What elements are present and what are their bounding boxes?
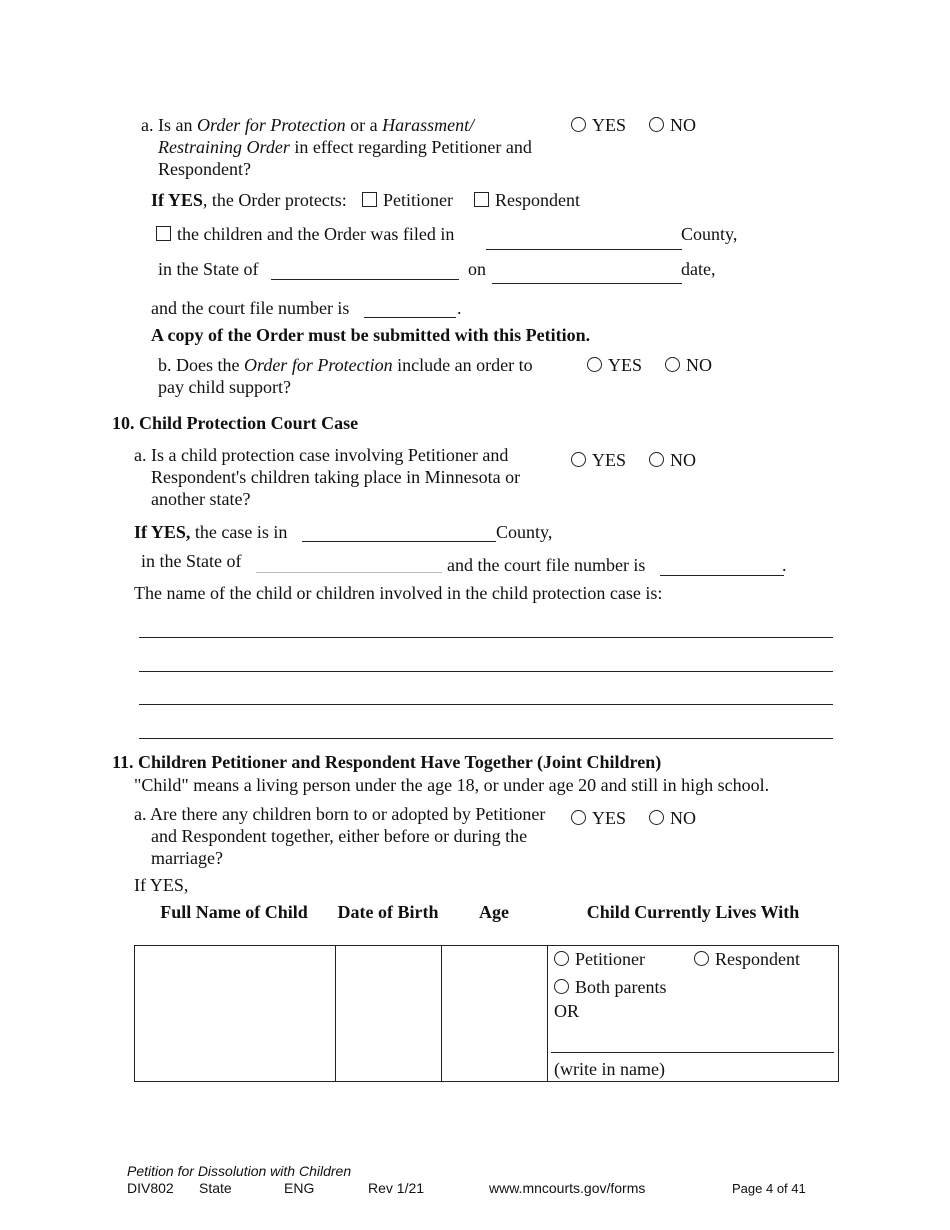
radio-9a-yes[interactable]: YES	[571, 114, 626, 136]
radio-9a-no[interactable]: NO	[649, 114, 696, 136]
cell-age[interactable]	[448, 950, 542, 1076]
question-10a-line2: Respondent's children taking place in Minnesota or	[151, 467, 521, 487]
cell-date-of-birth[interactable]	[342, 950, 436, 1076]
case-file-number-period: .	[782, 555, 787, 575]
table-divider	[335, 945, 336, 1082]
copy-notice: A copy of the Order must be submitted with this Petition.	[151, 325, 591, 345]
order-state-field[interactable]	[271, 279, 459, 280]
checkbox-icon	[474, 192, 489, 207]
col-header-full-name: Full Name of Child	[160, 902, 308, 922]
case-file-number-field[interactable]	[660, 575, 784, 576]
if-yes-label: If YES,	[134, 875, 189, 895]
order-county-label: County,	[681, 224, 738, 244]
radio-circle-icon	[649, 117, 664, 132]
footer-page-number: Page 4 of 41	[732, 1181, 806, 1196]
question-9b-line2: pay child support?	[158, 377, 291, 397]
radio-11a-yes[interactable]: YES	[571, 807, 626, 829]
footer-state: State	[199, 1180, 232, 1196]
radio-circle-icon	[571, 452, 586, 467]
section-10-heading: 10. Child Protection Court Case	[112, 413, 359, 433]
footer-language: ENG	[284, 1180, 315, 1196]
radio-9b-yes[interactable]: YES	[587, 354, 642, 376]
radio-lives-respondent[interactable]: Respondent	[694, 948, 800, 970]
question-10a-line3: another state?	[151, 489, 251, 509]
checkbox-protects-children[interactable]: the children and the Order was filed in	[156, 223, 454, 245]
order-file-number-field[interactable]	[364, 317, 456, 318]
radio-10a-no[interactable]: NO	[649, 449, 696, 471]
question-11a-line2: and Respondent together, either before or during the	[151, 826, 528, 846]
write-in-name-field[interactable]	[551, 1052, 834, 1053]
radio-9b-no[interactable]: NO	[665, 354, 712, 376]
footer-revision: Rev 1/21	[368, 1180, 425, 1196]
case-state-field[interactable]	[256, 572, 442, 573]
order-state-label: in the State of	[158, 259, 259, 279]
radio-circle-icon	[554, 951, 569, 966]
child-names-line-4[interactable]	[139, 738, 833, 739]
question-11a-line3: marriage?	[151, 848, 223, 868]
child-names-line-3[interactable]	[139, 704, 833, 705]
table-divider	[441, 945, 442, 1082]
question-9a-line1: a. Is an Order for Protection or a Harassment/	[141, 115, 475, 135]
radio-circle-icon	[571, 117, 586, 132]
radio-circle-icon	[649, 810, 664, 825]
radio-lives-petitioner[interactable]: Petitioner	[554, 948, 645, 970]
radio-circle-icon	[665, 357, 680, 372]
radio-circle-icon	[554, 979, 569, 994]
checkbox-protects-petitioner[interactable]: Petitioner	[362, 189, 453, 211]
order-county-field[interactable]	[486, 249, 682, 250]
radio-10a-yes[interactable]: YES	[571, 449, 626, 471]
col-header-lives-with: Child Currently Lives With	[586, 902, 800, 922]
col-header-date-of-birth: Date of Birth	[337, 902, 439, 922]
question-9a-line3: Respondent?	[158, 159, 251, 179]
question-10a-line1: a. Is a child protection case involving Petitioner and	[134, 445, 509, 465]
radio-circle-icon	[694, 951, 709, 966]
child-names-line-2[interactable]	[139, 671, 833, 672]
radio-circle-icon	[587, 357, 602, 372]
child-definition: "Child" means a living person under the age 18, or under age 20 and still in high school.	[134, 775, 770, 795]
order-date-label: date,	[681, 259, 716, 279]
checkbox-protects-respondent[interactable]: Respondent	[474, 189, 580, 211]
footer-form-id: DIV802	[127, 1180, 174, 1196]
table-divider	[547, 945, 548, 1082]
case-county-label: County,	[496, 522, 553, 542]
order-date-field[interactable]	[492, 283, 682, 284]
case-county-field[interactable]	[302, 541, 496, 542]
radio-circle-icon	[571, 810, 586, 825]
write-in-name-label: (write in name)	[554, 1059, 665, 1079]
section-11-heading: 11. Children Petitioner and Respondent Have Together (Joint Children)	[112, 752, 662, 772]
footer-title: Petition for Dissolution with Children	[127, 1163, 352, 1179]
cell-full-name[interactable]	[140, 950, 330, 1076]
radio-circle-icon	[649, 452, 664, 467]
footer-url[interactable]: www.mncourts.gov/forms	[489, 1180, 646, 1196]
order-file-number-label: and the court file number is	[151, 298, 350, 318]
radio-lives-both[interactable]: Both parents	[554, 976, 667, 998]
checkbox-icon	[362, 192, 377, 207]
question-11a-line1: a. Are there any children born to or adopted by Petitioner	[134, 804, 546, 824]
col-header-age: Age	[479, 902, 509, 922]
case-state-label: in the State of	[141, 551, 242, 571]
child-names-prompt: The name of the child or children involved in the child protection case is:	[134, 583, 663, 603]
radio-11a-no[interactable]: NO	[649, 807, 696, 829]
or-label: OR	[554, 1001, 580, 1021]
case-county-prefix: If YES, the case is in	[134, 522, 288, 542]
question-9b-line1: b. Does the Order for Protection include an order to	[158, 355, 533, 375]
order-on-label: on	[468, 259, 486, 279]
child-names-line-1[interactable]	[139, 637, 833, 638]
order-file-number-period: .	[457, 298, 462, 318]
case-file-number-label: and the court file number is	[447, 555, 646, 575]
protects-label: If YES, the Order protects:	[151, 190, 347, 210]
checkbox-icon	[156, 226, 171, 241]
question-9a-line2: Restraining Order in effect regarding Petitioner and	[158, 137, 532, 157]
